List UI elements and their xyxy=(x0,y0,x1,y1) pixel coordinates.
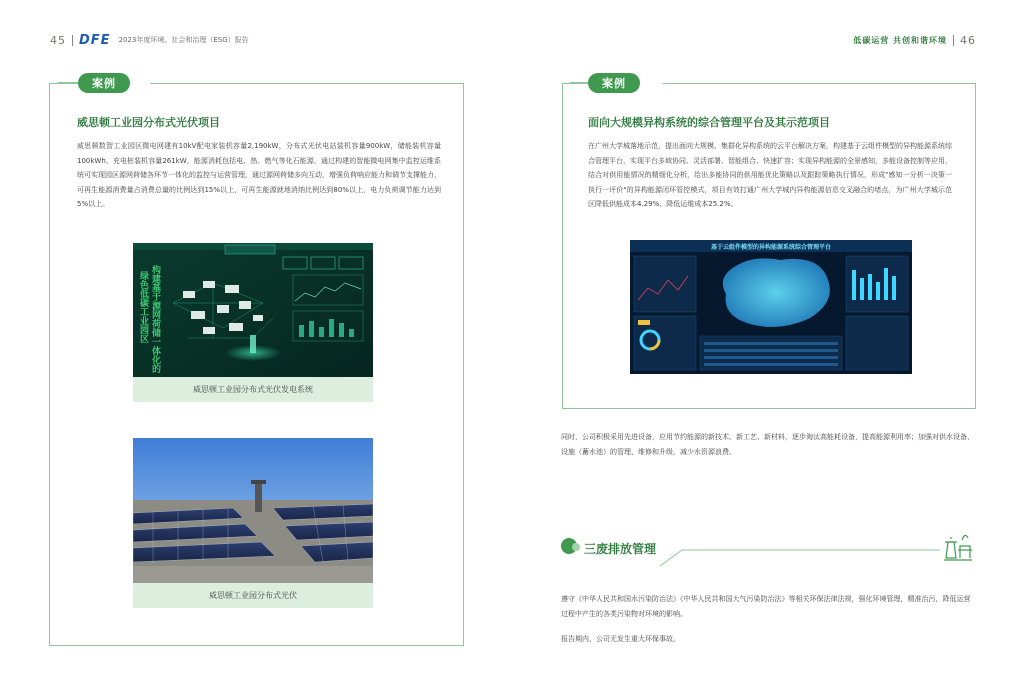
case-right-body: 在广州大学城落地示范，提出面向大规模、集群化异构系统的云平台解决方案，构建基于云组件模型的异构能源系统综合管理平台，实现平台多域协同、灵活部署、智能组合、快速扩容；实现异构能源的全景感知，多能设备控制等应用，结合对供用能情况的精细化分析，给出多能协同的供用能优化策略以及跟踪策略执行情况，形成"感知一分析一决策一执行一评价"的异构能源闭环管控模式，项目有效打通广州大学城内异构能源信息交叉融合的堵点，为广州大学城示范区降低供能成本4.29%、降低运维成本25.2%。 xyxy=(588,142,952,208)
microgrid-dashboard-graphic xyxy=(133,243,373,377)
left-page-number: 45 xyxy=(50,33,66,47)
section-title: 三废排放管理 xyxy=(584,542,657,556)
chapter-slogan: 低碳运营 共创和谐环境 xyxy=(853,35,947,45)
tag-dash xyxy=(570,82,590,83)
energy-platform-dashboard-image xyxy=(630,240,912,374)
report-title: 2023年度环境、社会和治理（ESG）报告 xyxy=(118,36,249,44)
waste-management-icon xyxy=(942,528,974,562)
section-marker-dot-small xyxy=(572,543,580,551)
case-tag-right: 案例 xyxy=(588,73,640,93)
header-divider xyxy=(953,35,954,46)
no-accident-statement: 报告期内，公司无发生重大环保事故。 xyxy=(561,635,680,643)
company-logo: DFE xyxy=(79,32,111,48)
case-left-title: 威思顿工业园分布式光伏项目 xyxy=(77,116,220,129)
compliance-paragraph: 遵守《中华人民共和国水污染防治法》《中华人民共和国大气污染防治法》等相关环保法律法规，强化环境管理，精准治污，降低运营过程中产生的各类污染物对环境的影响。 xyxy=(561,595,971,618)
right-page-number: 46 xyxy=(960,33,976,47)
image1-caption: 威思顿工业园分布式光伏发电系统 xyxy=(133,377,373,402)
header-divider xyxy=(72,35,73,46)
solar-panels-graphic xyxy=(133,438,373,583)
header-left xyxy=(50,33,249,47)
case-tag-left: 案例 xyxy=(78,73,130,93)
case-left-body: 威思顿数智工业园区微电网建有10kV配电家装机容量2,190kW，分布式光伏电站装机容量900kW，储能装机容量100kWh，充电桩装机容量261kW，能源消耗包括电、热、燃气等化石能源，通过构建的智能微电网集中监控运维系统可实现园区源网荷储各环节一体化的监控与运营管理，通过源网荷储多向互动，增强负荷响应能力和调节支撑能力，可再生能源消费量占消费总量的比例达到15%以上，可再生能源就地消纳比例达到80%以上，电力负荷调节能力达到5%以上。 xyxy=(77,142,441,208)
solar-panels-photo xyxy=(133,438,373,583)
energy-platform-graphic xyxy=(630,240,912,374)
microgrid-dashboard-image xyxy=(133,243,373,377)
image2-caption: 威思顿工业园分布式光伏 xyxy=(133,583,373,608)
section-underline xyxy=(660,538,940,568)
energy-saving-paragraph: 同时，公司积极采用先进设备，应用节约能源的新技术、新工艺、新材料，逐步淘汰高能耗设备，提高能源利用率；加强对供水设备、设施（蓄水池）的管理、维修和升级，减少水资源浪费。 xyxy=(561,433,974,456)
svg-text:构建基于源网荷储一体化的: 构建基于源网荷储一体化的 xyxy=(150,265,160,373)
tag-dash xyxy=(58,82,78,83)
platform-screen-title: 基于云组件模型的异构能源系统综合管理平台 xyxy=(710,244,832,251)
case-right-title: 面向大规模异构系统的综合管理平台及其示范项目 xyxy=(588,116,830,129)
svg-text:绿色低碳工业园区: 绿色低碳工业园区 xyxy=(138,271,148,343)
header-right xyxy=(853,33,976,47)
